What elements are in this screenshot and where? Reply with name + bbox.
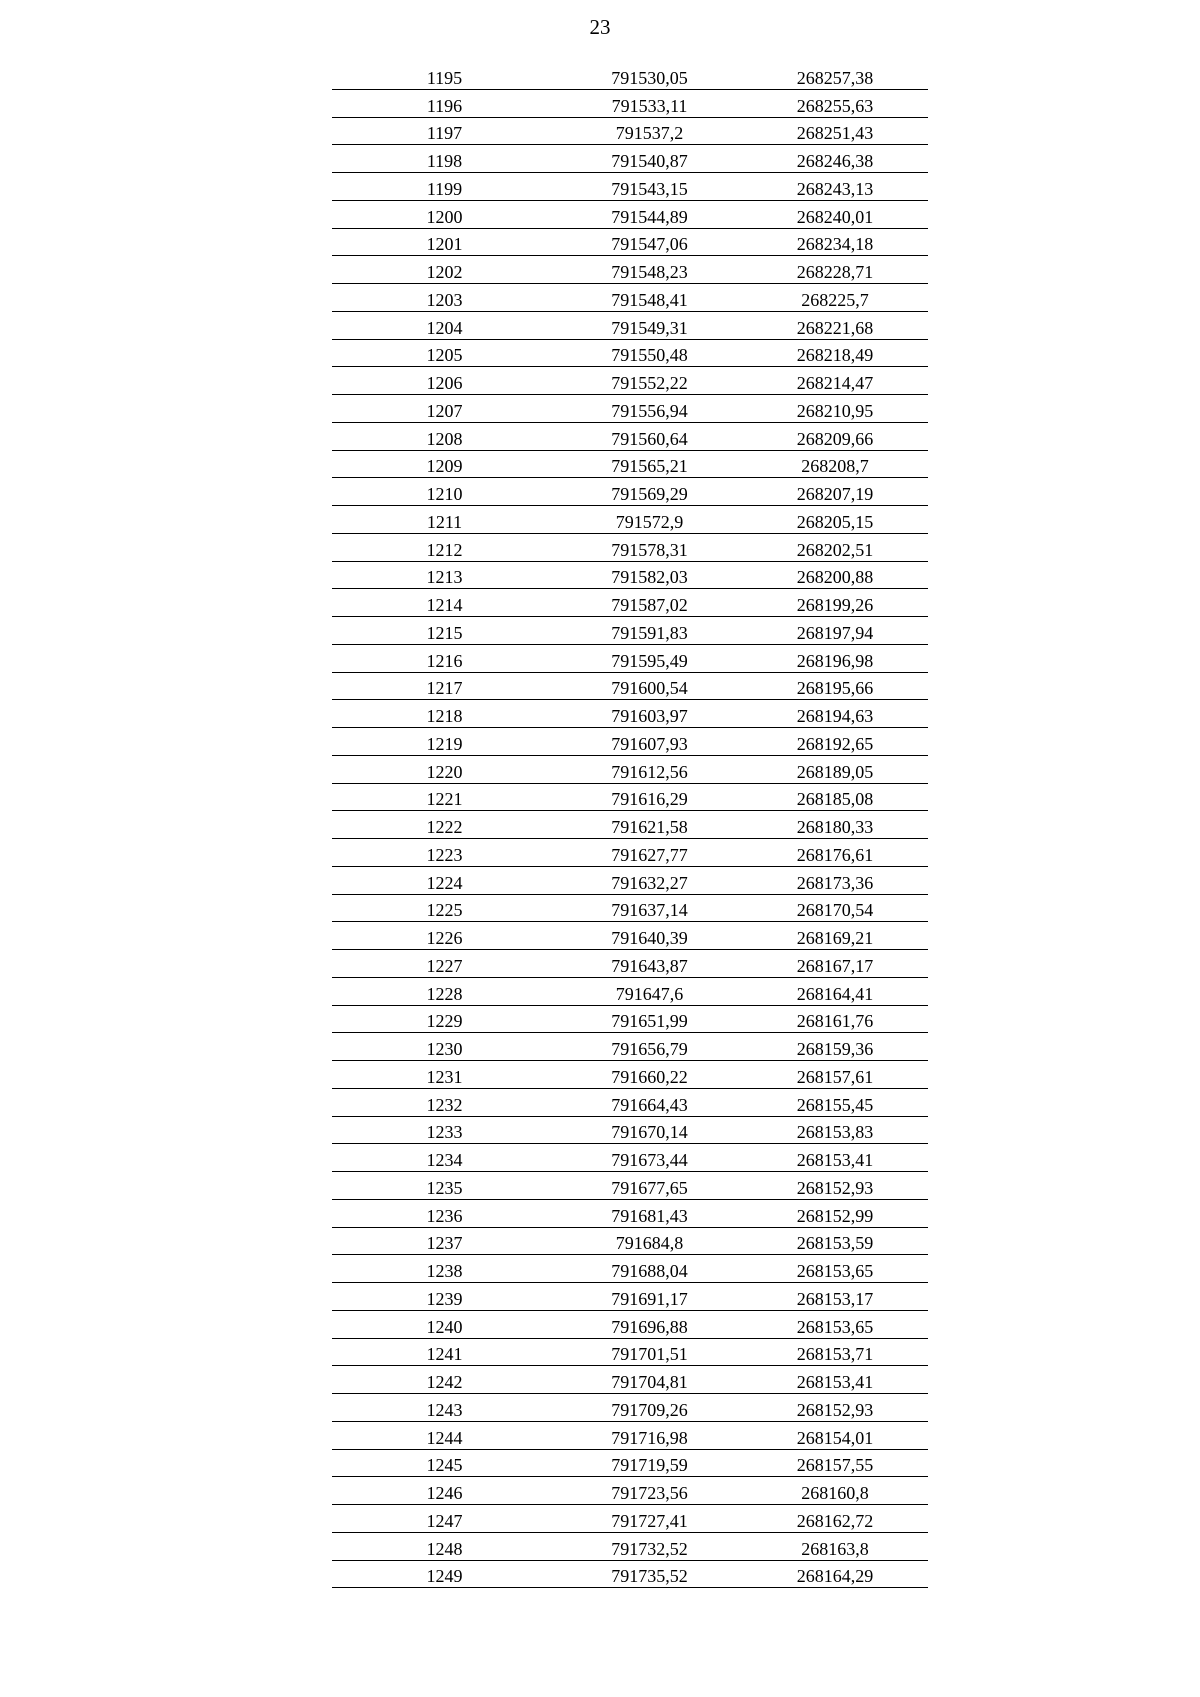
y-coordinate-cell: 268153,65 bbox=[796, 1316, 874, 1337]
table-row bbox=[332, 1561, 928, 1589]
y-coordinate-cell: 268196,98 bbox=[796, 650, 874, 671]
table-row bbox=[332, 728, 928, 756]
x-coordinate-cell: 791681,43 bbox=[611, 1205, 688, 1226]
table-row bbox=[332, 90, 928, 118]
x-coordinate-cell: 791600,54 bbox=[611, 678, 688, 699]
table-row bbox=[332, 173, 928, 201]
table-row bbox=[332, 1172, 928, 1200]
y-coordinate-cell: 268246,38 bbox=[796, 151, 874, 171]
x-coordinate-cell: 791569,29 bbox=[611, 484, 688, 504]
x-coordinate-cell: 791549,31 bbox=[611, 317, 688, 338]
table-row bbox=[332, 1450, 928, 1478]
table-row bbox=[332, 756, 928, 784]
y-coordinate-cell: 268153,59 bbox=[796, 1233, 874, 1254]
y-coordinate-cell: 268153,71 bbox=[796, 1344, 874, 1365]
table-row bbox=[332, 451, 928, 479]
point-number-cell: 1202 bbox=[426, 262, 463, 282]
point-number-cell: 1243 bbox=[426, 1399, 463, 1420]
point-number-cell: 1206 bbox=[426, 373, 463, 393]
x-coordinate-cell: 791621,58 bbox=[611, 817, 688, 837]
x-coordinate-cell: 791651,99 bbox=[611, 1011, 688, 1032]
x-coordinate-cell: 791591,83 bbox=[611, 622, 688, 643]
point-number-cell: 1214 bbox=[426, 595, 463, 615]
y-coordinate-cell: 268162,72 bbox=[796, 1510, 874, 1531]
x-coordinate-cell: 791560,64 bbox=[611, 428, 688, 449]
table-row bbox=[332, 340, 928, 368]
table-row bbox=[332, 950, 928, 978]
y-coordinate-cell: 268153,41 bbox=[796, 1372, 874, 1392]
y-coordinate-cell: 268157,61 bbox=[796, 1066, 874, 1087]
x-coordinate-cell: 791533,11 bbox=[611, 95, 688, 116]
table-row bbox=[332, 1366, 928, 1394]
y-coordinate-cell: 268251,43 bbox=[796, 123, 874, 144]
table-row bbox=[332, 1311, 928, 1339]
table-row bbox=[332, 1228, 928, 1256]
point-number-cell: 1239 bbox=[426, 1288, 463, 1309]
x-coordinate-cell: 791684,8 bbox=[615, 1233, 684, 1254]
table-row bbox=[332, 867, 928, 895]
x-coordinate-cell: 791643,87 bbox=[611, 955, 688, 976]
point-number-cell: 1200 bbox=[426, 206, 463, 227]
table-row bbox=[332, 256, 928, 284]
point-number-cell: 1199 bbox=[426, 178, 463, 199]
point-number-cell: 1228 bbox=[426, 983, 463, 1004]
x-coordinate-cell: 791582,03 bbox=[611, 567, 688, 588]
point-number-cell: 1244 bbox=[426, 1427, 463, 1448]
point-number-cell: 1213 bbox=[426, 567, 463, 588]
table-row bbox=[332, 506, 928, 534]
table-row bbox=[332, 1006, 928, 1034]
y-coordinate-cell: 268161,76 bbox=[796, 1011, 874, 1032]
y-coordinate-cell: 268163,8 bbox=[801, 1538, 869, 1559]
y-coordinate-cell: 268221,68 bbox=[796, 317, 874, 338]
x-coordinate-cell: 791547,06 bbox=[611, 234, 688, 255]
y-coordinate-cell: 268152,99 bbox=[796, 1205, 874, 1226]
point-number-cell: 1223 bbox=[426, 844, 463, 865]
x-coordinate-cell: 791640,39 bbox=[611, 928, 688, 948]
x-coordinate-cell: 791565,21 bbox=[611, 456, 688, 477]
x-coordinate-cell: 791556,94 bbox=[611, 400, 688, 421]
x-coordinate-cell: 791550,48 bbox=[611, 345, 688, 366]
x-coordinate-cell: 791632,27 bbox=[611, 872, 688, 893]
y-coordinate-cell: 268192,65 bbox=[796, 733, 874, 754]
y-coordinate-cell: 268209,66 bbox=[796, 428, 874, 449]
point-number-cell: 1247 bbox=[426, 1510, 463, 1531]
table-row bbox=[332, 423, 928, 451]
x-coordinate-cell: 791732,52 bbox=[611, 1538, 688, 1559]
table-row bbox=[332, 700, 928, 728]
x-coordinate-cell: 791548,23 bbox=[611, 262, 688, 282]
y-coordinate-cell: 268243,13 bbox=[796, 178, 874, 199]
point-number-cell: 1215 bbox=[426, 622, 463, 643]
point-number-cell: 1195 bbox=[426, 67, 463, 88]
y-coordinate-cell: 268257,38 bbox=[796, 67, 874, 88]
y-coordinate-cell: 268197,94 bbox=[796, 622, 874, 643]
point-number-cell: 1203 bbox=[426, 289, 463, 310]
point-number-cell: 1248 bbox=[426, 1538, 463, 1559]
y-coordinate-cell: 268194,63 bbox=[796, 706, 874, 726]
x-coordinate-cell: 791552,22 bbox=[611, 373, 688, 393]
table-row bbox=[332, 395, 928, 423]
y-coordinate-cell: 268240,01 bbox=[796, 206, 874, 227]
y-coordinate-cell: 268167,17 bbox=[796, 955, 874, 976]
x-coordinate-cell: 791595,49 bbox=[611, 650, 688, 671]
table-row bbox=[332, 1505, 928, 1533]
point-number-cell: 1219 bbox=[426, 733, 463, 754]
y-coordinate-cell: 268164,41 bbox=[796, 983, 874, 1004]
x-coordinate-cell: 791656,79 bbox=[611, 1039, 688, 1059]
point-number-cell: 1242 bbox=[426, 1372, 463, 1392]
x-coordinate-cell: 791704,81 bbox=[611, 1372, 688, 1392]
x-coordinate-cell: 791627,77 bbox=[611, 844, 688, 865]
x-coordinate-cell: 791691,17 bbox=[611, 1288, 688, 1309]
y-coordinate-cell: 268153,41 bbox=[796, 1150, 874, 1170]
y-coordinate-cell: 268169,21 bbox=[796, 928, 874, 948]
point-number-cell: 1229 bbox=[426, 1011, 463, 1032]
point-number-cell: 1196 bbox=[426, 95, 463, 116]
y-coordinate-cell: 268255,63 bbox=[796, 95, 874, 116]
y-coordinate-cell: 268154,01 bbox=[796, 1427, 874, 1448]
point-number-cell: 1222 bbox=[426, 817, 463, 837]
y-coordinate-cell: 268180,33 bbox=[796, 817, 874, 837]
point-number-cell: 1230 bbox=[426, 1039, 463, 1059]
table-row bbox=[332, 1144, 928, 1172]
table-row bbox=[332, 1089, 928, 1117]
y-coordinate-cell: 268173,36 bbox=[796, 872, 874, 893]
point-number-cell: 1246 bbox=[426, 1483, 463, 1503]
point-number-cell: 1212 bbox=[426, 539, 463, 560]
table-row bbox=[332, 1394, 928, 1422]
point-number-cell: 1220 bbox=[426, 761, 463, 782]
point-number-cell: 1205 bbox=[426, 345, 463, 366]
table-row bbox=[332, 1061, 928, 1089]
y-coordinate-cell: 268218,49 bbox=[796, 345, 874, 366]
point-number-cell: 1209 bbox=[426, 456, 463, 477]
table-row bbox=[332, 1033, 928, 1061]
table-row bbox=[332, 1255, 928, 1283]
table-row bbox=[332, 229, 928, 257]
table-row bbox=[332, 1117, 928, 1145]
point-number-cell: 1237 bbox=[426, 1233, 463, 1254]
x-coordinate-cell: 791719,59 bbox=[611, 1455, 688, 1476]
point-number-cell: 1201 bbox=[426, 234, 463, 255]
x-coordinate-cell: 791716,98 bbox=[611, 1427, 688, 1448]
x-coordinate-cell: 791647,6 bbox=[615, 983, 684, 1004]
y-coordinate-cell: 268153,17 bbox=[796, 1288, 874, 1309]
y-coordinate-cell: 268160,8 bbox=[801, 1483, 869, 1503]
table-row bbox=[332, 478, 928, 506]
table-row bbox=[332, 312, 928, 340]
y-coordinate-cell: 268164,29 bbox=[796, 1566, 874, 1587]
table-row bbox=[332, 645, 928, 673]
table-row bbox=[332, 562, 928, 590]
x-coordinate-cell: 791578,31 bbox=[611, 539, 688, 560]
y-coordinate-cell: 268214,47 bbox=[796, 373, 874, 393]
table-row bbox=[332, 978, 928, 1006]
table-row bbox=[332, 839, 928, 867]
x-coordinate-cell: 791727,41 bbox=[611, 1510, 688, 1531]
point-number-cell: 1235 bbox=[426, 1177, 463, 1198]
point-number-cell: 1236 bbox=[426, 1205, 463, 1226]
point-number-cell: 1218 bbox=[426, 706, 463, 726]
x-coordinate-cell: 791688,04 bbox=[611, 1261, 688, 1281]
x-coordinate-cell: 791709,26 bbox=[611, 1399, 688, 1420]
coordinates-table bbox=[332, 62, 928, 1588]
point-number-cell: 1217 bbox=[426, 678, 463, 699]
point-number-cell: 1231 bbox=[426, 1066, 463, 1087]
y-coordinate-cell: 268234,18 bbox=[796, 234, 874, 255]
table-row bbox=[332, 534, 928, 562]
y-coordinate-cell: 268152,93 bbox=[796, 1177, 874, 1198]
x-coordinate-cell: 791664,43 bbox=[611, 1094, 688, 1115]
y-coordinate-cell: 268185,08 bbox=[796, 789, 874, 810]
point-number-cell: 1216 bbox=[426, 650, 463, 671]
y-coordinate-cell: 268153,65 bbox=[796, 1261, 874, 1281]
y-coordinate-cell: 268159,36 bbox=[796, 1039, 874, 1059]
x-coordinate-cell: 791696,88 bbox=[611, 1316, 688, 1337]
table-row bbox=[332, 922, 928, 950]
point-number-cell: 1224 bbox=[426, 872, 463, 893]
table-row bbox=[332, 784, 928, 812]
x-coordinate-cell: 791612,56 bbox=[611, 761, 688, 782]
point-number-cell: 1241 bbox=[426, 1344, 463, 1365]
x-coordinate-cell: 791540,87 bbox=[611, 151, 688, 171]
table-row bbox=[332, 1477, 928, 1505]
table-row bbox=[332, 589, 928, 617]
x-coordinate-cell: 791723,56 bbox=[611, 1483, 688, 1503]
point-number-cell: 1225 bbox=[426, 900, 463, 921]
y-coordinate-cell: 268225,7 bbox=[801, 289, 869, 310]
y-coordinate-cell: 268205,15 bbox=[796, 511, 874, 532]
point-number-cell: 1226 bbox=[426, 928, 463, 948]
point-number-cell: 1221 bbox=[426, 789, 463, 810]
table-row bbox=[332, 895, 928, 923]
point-number-cell: 1233 bbox=[426, 1122, 463, 1143]
table-row bbox=[332, 284, 928, 312]
y-coordinate-cell: 268228,71 bbox=[796, 262, 874, 282]
x-coordinate-cell: 791587,02 bbox=[611, 595, 688, 615]
point-number-cell: 1232 bbox=[426, 1094, 463, 1115]
y-coordinate-cell: 268200,88 bbox=[796, 567, 874, 588]
y-coordinate-cell: 268210,95 bbox=[796, 400, 874, 421]
x-coordinate-cell: 791543,15 bbox=[611, 178, 688, 199]
y-coordinate-cell: 268155,45 bbox=[796, 1094, 874, 1115]
point-number-cell: 1207 bbox=[426, 400, 463, 421]
x-coordinate-cell: 791572,9 bbox=[615, 511, 684, 532]
x-coordinate-cell: 791670,14 bbox=[611, 1122, 688, 1143]
table-row bbox=[332, 1533, 928, 1561]
y-coordinate-cell: 268195,66 bbox=[796, 678, 874, 699]
table-row bbox=[332, 617, 928, 645]
table-row bbox=[332, 118, 928, 146]
point-number-cell: 1197 bbox=[426, 123, 463, 144]
y-coordinate-cell: 268176,61 bbox=[796, 844, 874, 865]
x-coordinate-cell: 791735,52 bbox=[611, 1566, 688, 1587]
x-coordinate-cell: 791530,05 bbox=[611, 67, 688, 88]
x-coordinate-cell: 791660,22 bbox=[611, 1066, 688, 1087]
point-number-cell: 1210 bbox=[426, 484, 463, 504]
y-coordinate-cell: 268170,54 bbox=[796, 900, 874, 921]
table-row bbox=[332, 673, 928, 701]
point-number-cell: 1245 bbox=[426, 1455, 463, 1476]
point-number-cell: 1227 bbox=[426, 955, 463, 976]
page-number: 23 bbox=[589, 15, 611, 39]
table-row bbox=[332, 1283, 928, 1311]
y-coordinate-cell: 268189,05 bbox=[796, 761, 874, 782]
point-number-cell: 1249 bbox=[426, 1566, 463, 1587]
table-row bbox=[332, 1200, 928, 1228]
y-coordinate-cell: 268153,83 bbox=[796, 1122, 874, 1143]
x-coordinate-cell: 791673,44 bbox=[611, 1150, 688, 1170]
x-coordinate-cell: 791677,65 bbox=[611, 1177, 688, 1198]
point-number-cell: 1198 bbox=[426, 151, 463, 171]
table-row bbox=[332, 1339, 928, 1367]
point-number-cell: 1211 bbox=[426, 511, 463, 532]
table-row bbox=[332, 367, 928, 395]
x-coordinate-cell: 791537,2 bbox=[615, 123, 684, 144]
x-coordinate-cell: 791544,89 bbox=[611, 206, 688, 227]
point-number-cell: 1208 bbox=[426, 428, 463, 449]
y-coordinate-cell: 268208,7 bbox=[801, 456, 869, 477]
x-coordinate-cell: 791616,29 bbox=[611, 789, 688, 810]
x-coordinate-cell: 791548,41 bbox=[611, 289, 688, 310]
y-coordinate-cell: 268152,93 bbox=[796, 1399, 874, 1420]
x-coordinate-cell: 791637,14 bbox=[611, 900, 688, 921]
point-number-cell: 1204 bbox=[426, 317, 463, 338]
table-row bbox=[332, 201, 928, 229]
y-coordinate-cell: 268202,51 bbox=[796, 539, 874, 560]
point-number-cell: 1240 bbox=[426, 1316, 463, 1337]
table-row bbox=[332, 1422, 928, 1450]
table-row bbox=[332, 62, 928, 90]
y-coordinate-cell: 268157,55 bbox=[796, 1455, 874, 1476]
point-number-cell: 1234 bbox=[426, 1150, 463, 1170]
x-coordinate-cell: 791603,97 bbox=[611, 706, 688, 726]
x-coordinate-cell: 791607,93 bbox=[611, 733, 688, 754]
table-row bbox=[332, 145, 928, 173]
point-number-cell: 1238 bbox=[426, 1261, 463, 1281]
y-coordinate-cell: 268207,19 bbox=[796, 484, 874, 504]
table-row bbox=[332, 811, 928, 839]
y-coordinate-cell: 268199,26 bbox=[796, 595, 874, 615]
x-coordinate-cell: 791701,51 bbox=[611, 1344, 688, 1365]
